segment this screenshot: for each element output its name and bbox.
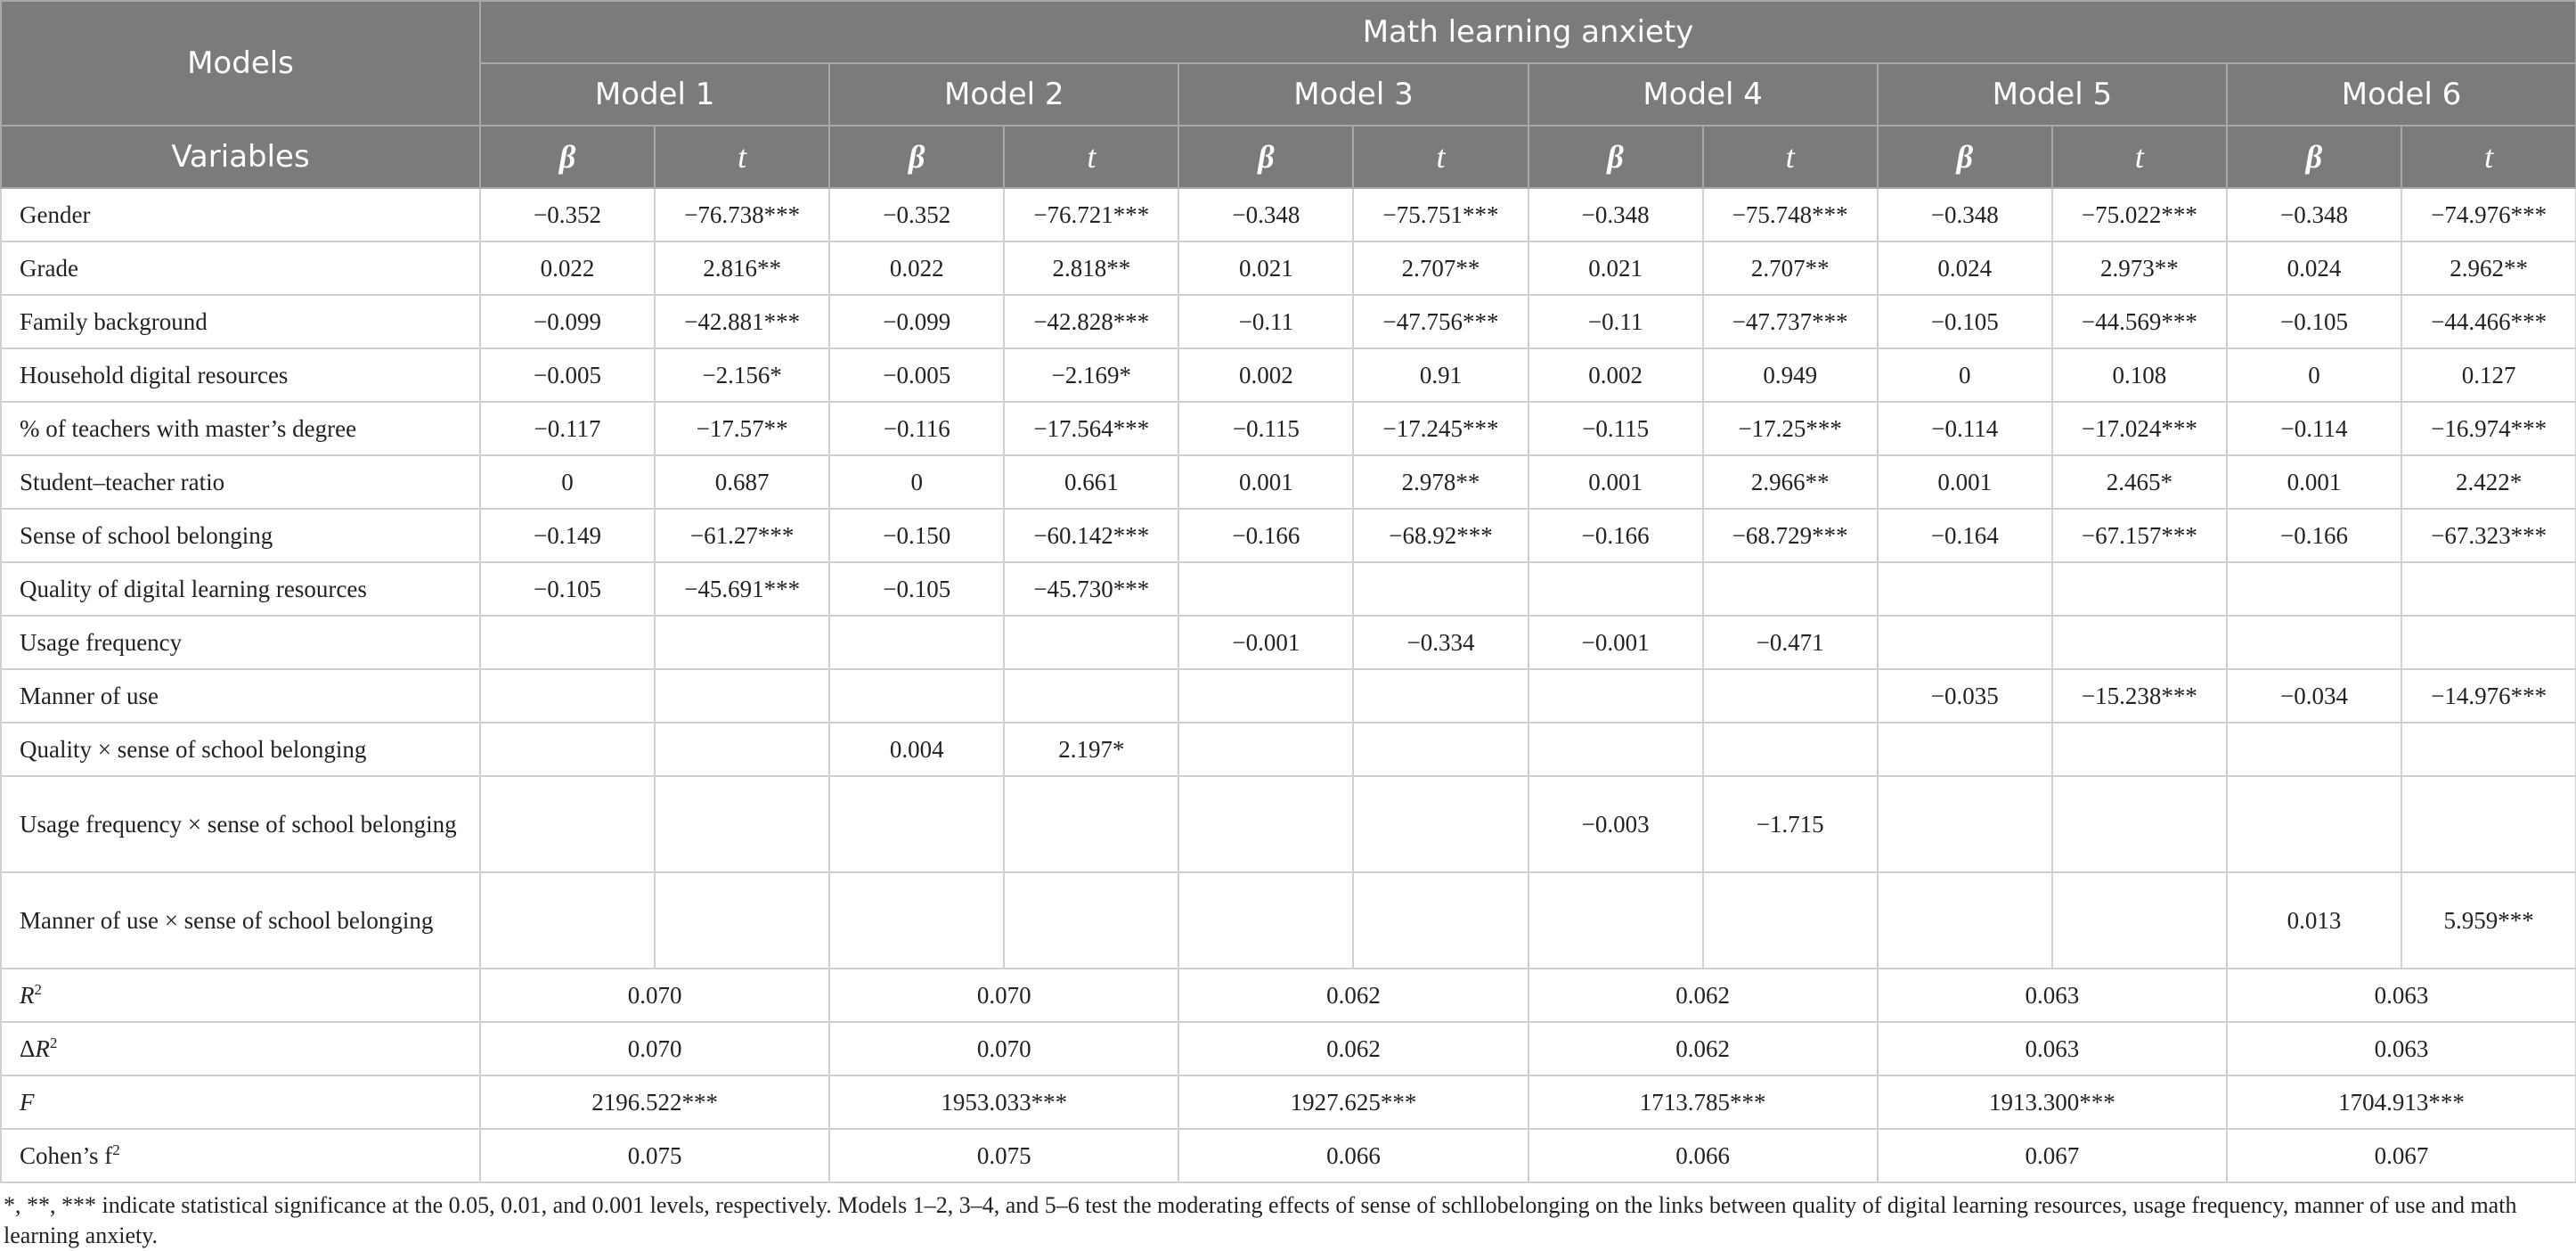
summary-row (1, 969, 2576, 1022)
beta-cell (829, 872, 1004, 969)
beta-cell (480, 616, 655, 669)
table-row (1, 723, 2576, 776)
beta-cell: 0 (1878, 348, 2052, 402)
t-cell: 0.108 (2052, 348, 2227, 402)
summary-value: 0.062 (1528, 1022, 1878, 1075)
t-cell: −42.828*** (1004, 295, 1178, 348)
beta-cell: −0.115 (1178, 402, 1353, 455)
t-cell: −2.156* (655, 348, 829, 402)
label-main: Cohen’s f (20, 1142, 113, 1169)
t-cell: −44.466*** (2401, 295, 2576, 348)
beta-cell: −0.352 (829, 188, 1004, 241)
label-superscript: 2 (49, 1034, 58, 1051)
summary-value: 1927.625*** (1178, 1075, 1528, 1129)
summary-value: 0.070 (480, 969, 829, 1022)
beta-cell (1178, 776, 1353, 872)
summary-value: 0.067 (1878, 1129, 2227, 1182)
beta-cell: −0.352 (480, 188, 655, 241)
beta-cell: 0.022 (829, 241, 1004, 295)
summary-row (1, 1075, 2576, 1129)
table-body (1, 188, 2576, 1182)
variables-header: Variables (1, 126, 480, 188)
label-main: F (20, 1089, 35, 1116)
models-header: Models (1, 1, 480, 126)
table-row (1, 455, 2576, 509)
beta-cell (1178, 723, 1353, 776)
beta-cell: 0 (829, 455, 1004, 509)
label-superscript: 2 (34, 981, 42, 998)
beta-cell: −0.105 (829, 562, 1004, 616)
beta-cell: −0.001 (1528, 616, 1703, 669)
beta-cell: −0.099 (480, 295, 655, 348)
summary-value: 0.075 (829, 1129, 1178, 1182)
t-cell: −75.748*** (1703, 188, 1878, 241)
beta-cell (480, 723, 655, 776)
label-prefix: Δ (20, 1035, 36, 1062)
beta-cell: −0.114 (1878, 402, 2052, 455)
t-cell: −67.323*** (2401, 509, 2576, 562)
beta-header: β (1878, 126, 2052, 188)
beta-header: β (1178, 126, 1353, 188)
row-label: Grade (1, 241, 480, 295)
t-cell: 2.978** (1353, 455, 1528, 509)
t-cell: 0.91 (1353, 348, 1528, 402)
beta-cell (1178, 872, 1353, 969)
summary-value: 1913.300*** (1878, 1075, 2227, 1129)
model-header: Model 4 (1528, 63, 1878, 126)
table-row (1, 348, 2576, 402)
table-row (1, 776, 2576, 872)
beta-cell: −0.150 (829, 509, 1004, 562)
t-cell (2401, 562, 2576, 616)
t-cell: −75.751*** (1353, 188, 1528, 241)
t-cell: −44.569*** (2052, 295, 2227, 348)
beta-cell (829, 776, 1004, 872)
summary-value: 0.067 (2227, 1129, 2576, 1182)
model-header: Model 5 (1878, 63, 2227, 126)
row-label: Family background (1, 295, 480, 348)
beta-cell (1878, 776, 2052, 872)
summary-value: 0.066 (1528, 1129, 1878, 1182)
beta-header: β (480, 126, 655, 188)
beta-cell: −0.034 (2227, 669, 2401, 723)
beta-cell (1878, 562, 2052, 616)
t-cell: −0.334 (1353, 616, 1528, 669)
beta-cell: −0.003 (1528, 776, 1703, 872)
t-cell (1353, 776, 1528, 872)
t-header: t (1353, 126, 1528, 188)
summary-label (1, 969, 480, 1022)
beta-cell: −0.348 (1878, 188, 2052, 241)
beta-cell (1528, 669, 1703, 723)
t-cell: 2.197* (1004, 723, 1178, 776)
beta-cell: 0.001 (1528, 455, 1703, 509)
t-cell (1004, 872, 1178, 969)
t-cell (655, 872, 829, 969)
beta-cell (1528, 562, 1703, 616)
t-cell (1703, 723, 1878, 776)
beta-cell: 0.001 (1878, 455, 2052, 509)
beta-cell (480, 669, 655, 723)
group-header: Math learning anxiety (480, 1, 2576, 63)
table-header (1, 1, 2576, 188)
t-cell: 0.949 (1703, 348, 1878, 402)
t-cell: −68.92*** (1353, 509, 1528, 562)
summary-value: 0.062 (1178, 1022, 1528, 1075)
row-label: Gender (1, 188, 480, 241)
t-cell (1353, 723, 1528, 776)
beta-cell: −0.348 (1528, 188, 1703, 241)
beta-cell (1178, 669, 1353, 723)
t-cell: −2.169* (1004, 348, 1178, 402)
t-cell (1353, 669, 1528, 723)
table-note: *, **, *** indicate statistical significance at the 0.05, 0.01, and 0.001 levels, respectively. Models 1–2, 3–4, and 5–6 test the moderating effects of sense of schllobelonging on the links between quality of digital learning resources, usage frequency, manner of use and math learning anxiety. (4, 1192, 2517, 1248)
t-cell (2401, 616, 2576, 669)
t-cell: −45.691*** (655, 562, 829, 616)
summary-value: 1953.033*** (829, 1075, 1178, 1129)
t-cell: −17.245*** (1353, 402, 1528, 455)
beta-cell (2227, 616, 2401, 669)
beta-cell (1178, 562, 1353, 616)
t-cell (1004, 669, 1178, 723)
summary-value: 0.063 (1878, 1022, 2227, 1075)
beta-cell: −0.005 (480, 348, 655, 402)
beta-cell: 0.002 (1528, 348, 1703, 402)
t-cell: 2.816** (655, 241, 829, 295)
t-cell (2052, 562, 2227, 616)
t-header: t (2052, 126, 2227, 188)
beta-cell: 0.024 (1878, 241, 2052, 295)
row-label: % of teachers with master’s degree (1, 402, 480, 455)
label-superscript: 2 (112, 1141, 120, 1158)
beta-cell: −0.105 (2227, 295, 2401, 348)
beta-cell: 0.013 (2227, 872, 2401, 969)
t-cell (1703, 872, 1878, 969)
summary-value: 0.063 (1878, 969, 2227, 1022)
beta-cell (1878, 723, 2052, 776)
t-cell: −1.715 (1703, 776, 1878, 872)
beta-cell (480, 776, 655, 872)
table-row (1, 188, 2576, 241)
t-cell: 2.962** (2401, 241, 2576, 295)
row-label: Quality of digital learning resources (1, 562, 480, 616)
beta-cell: −0.166 (1178, 509, 1353, 562)
summary-value: 0.062 (1178, 969, 1528, 1022)
beta-cell: −0.348 (1178, 188, 1353, 241)
beta-cell (2227, 562, 2401, 616)
summary-row (1, 1022, 2576, 1075)
summary-value: 0.070 (480, 1022, 829, 1075)
table-row (1, 295, 2576, 348)
t-cell: −61.27*** (655, 509, 829, 562)
beta-cell (829, 616, 1004, 669)
table-row (1, 241, 2576, 295)
t-cell (2401, 723, 2576, 776)
beta-cell: 0 (480, 455, 655, 509)
beta-cell: −0.166 (1528, 509, 1703, 562)
t-header: t (2401, 126, 2576, 188)
beta-cell (2227, 723, 2401, 776)
row-label: Manner of use (1, 669, 480, 723)
t-cell (655, 723, 829, 776)
beta-cell: −0.117 (480, 402, 655, 455)
t-cell (2052, 616, 2227, 669)
beta-cell: 0.004 (829, 723, 1004, 776)
summary-value: 0.063 (2227, 1022, 2576, 1075)
beta-cell: −0.005 (829, 348, 1004, 402)
t-cell (2401, 776, 2576, 872)
summary-label (1, 1129, 480, 1182)
t-cell (655, 776, 829, 872)
summary-value: 1704.913*** (2227, 1075, 2576, 1129)
t-cell (1004, 776, 1178, 872)
model-header: Model 2 (829, 63, 1178, 126)
t-cell: −60.142*** (1004, 509, 1178, 562)
summary-value: 0.070 (829, 1022, 1178, 1075)
beta-header: β (2227, 126, 2401, 188)
row-label: Sense of school belonging (1, 509, 480, 562)
beta-cell: 0.021 (1178, 241, 1353, 295)
t-cell: 0.127 (2401, 348, 2576, 402)
summary-value: 0.075 (480, 1129, 829, 1182)
label-main: R (35, 1035, 50, 1062)
t-cell: 2.707** (1353, 241, 1528, 295)
t-cell: −17.564*** (1004, 402, 1178, 455)
beta-cell: −0.001 (1178, 616, 1353, 669)
t-cell: −76.738*** (655, 188, 829, 241)
label-main: R (20, 982, 35, 1009)
t-cell: −16.974*** (2401, 402, 2576, 455)
row-label: Usage frequency × sense of school belonging (1, 776, 480, 872)
t-cell: −14.976*** (2401, 669, 2576, 723)
t-cell: −74.976*** (2401, 188, 2576, 241)
t-cell: −0.471 (1703, 616, 1878, 669)
summary-row (1, 1129, 2576, 1182)
t-cell: 2.422* (2401, 455, 2576, 509)
t-cell (2052, 872, 2227, 969)
beta-cell: −0.116 (829, 402, 1004, 455)
summary-value: 2196.522*** (480, 1075, 829, 1129)
t-cell: 2.707** (1703, 241, 1878, 295)
beta-cell (1528, 723, 1703, 776)
t-cell (655, 669, 829, 723)
t-cell: −17.57** (655, 402, 829, 455)
t-cell: 0.687 (655, 455, 829, 509)
t-cell: −17.024*** (2052, 402, 2227, 455)
beta-cell (1878, 616, 2052, 669)
t-header: t (1004, 126, 1178, 188)
t-cell: −47.756*** (1353, 295, 1528, 348)
beta-cell: 0.001 (2227, 455, 2401, 509)
t-cell: −76.721*** (1004, 188, 1178, 241)
t-cell (1353, 872, 1528, 969)
beta-cell: −0.11 (1528, 295, 1703, 348)
summary-label (1, 1022, 480, 1075)
t-cell: 2.966** (1703, 455, 1878, 509)
summary-value: 0.062 (1528, 969, 1878, 1022)
t-cell: 0.661 (1004, 455, 1178, 509)
t-cell: −75.022*** (2052, 188, 2227, 241)
row-label: Usage frequency (1, 616, 480, 669)
t-cell (2052, 776, 2227, 872)
t-cell: −67.157*** (2052, 509, 2227, 562)
beta-cell: 0.022 (480, 241, 655, 295)
t-cell (655, 616, 829, 669)
t-cell (1703, 562, 1878, 616)
beta-header: β (1528, 126, 1703, 188)
beta-cell: −0.11 (1178, 295, 1353, 348)
beta-cell (1878, 872, 2052, 969)
beta-cell: 0 (2227, 348, 2401, 402)
beta-cell (2227, 776, 2401, 872)
beta-cell: −0.164 (1878, 509, 2052, 562)
t-cell: −17.25*** (1703, 402, 1878, 455)
beta-cell (829, 669, 1004, 723)
row-label: Household digital resources (1, 348, 480, 402)
summary-value: 0.063 (2227, 969, 2576, 1022)
summary-label (1, 1075, 480, 1129)
t-cell (1353, 562, 1528, 616)
t-cell: 2.465* (2052, 455, 2227, 509)
model-header: Model 3 (1178, 63, 1528, 126)
t-cell (1004, 616, 1178, 669)
row-label: Manner of use × sense of school belonging (1, 872, 480, 969)
row-label: Student–teacher ratio (1, 455, 480, 509)
t-cell: −45.730*** (1004, 562, 1178, 616)
beta-cell (1528, 872, 1703, 969)
t-cell: 2.818** (1004, 241, 1178, 295)
t-cell: −42.881*** (655, 295, 829, 348)
summary-value: 0.070 (829, 969, 1178, 1022)
table-row (1, 562, 2576, 616)
model-header: Model 1 (480, 63, 829, 126)
row-label: Quality × sense of school belonging (1, 723, 480, 776)
beta-cell: −0.105 (480, 562, 655, 616)
summary-value: 0.066 (1178, 1129, 1528, 1182)
table-row (1, 402, 2576, 455)
t-cell: 2.973** (2052, 241, 2227, 295)
beta-cell: 0.002 (1178, 348, 1353, 402)
table-row (1, 872, 2576, 969)
t-cell: −47.737*** (1703, 295, 1878, 348)
beta-cell: 0.001 (1178, 455, 1353, 509)
summary-value: 1713.785*** (1528, 1075, 1878, 1129)
t-cell (2052, 723, 2227, 776)
beta-cell (480, 872, 655, 969)
beta-cell: −0.035 (1878, 669, 2052, 723)
beta-cell: −0.166 (2227, 509, 2401, 562)
beta-cell: −0.114 (2227, 402, 2401, 455)
stat-header-row (1, 126, 2576, 188)
t-header: t (1703, 126, 1878, 188)
t-header: t (655, 126, 829, 188)
beta-cell: −0.348 (2227, 188, 2401, 241)
model-header: Model 6 (2227, 63, 2576, 126)
beta-cell: −0.099 (829, 295, 1004, 348)
beta-cell: −0.115 (1528, 402, 1703, 455)
t-cell: −68.729*** (1703, 509, 1878, 562)
table-row (1, 616, 2576, 669)
beta-cell: −0.105 (1878, 295, 2052, 348)
beta-cell: 0.024 (2227, 241, 2401, 295)
beta-header: β (829, 126, 1004, 188)
t-cell: 5.959*** (2401, 872, 2576, 969)
beta-cell: 0.021 (1528, 241, 1703, 295)
t-cell (1703, 669, 1878, 723)
beta-cell: −0.149 (480, 509, 655, 562)
table-row (1, 669, 2576, 723)
table-row (1, 509, 2576, 562)
t-cell: −15.238*** (2052, 669, 2227, 723)
